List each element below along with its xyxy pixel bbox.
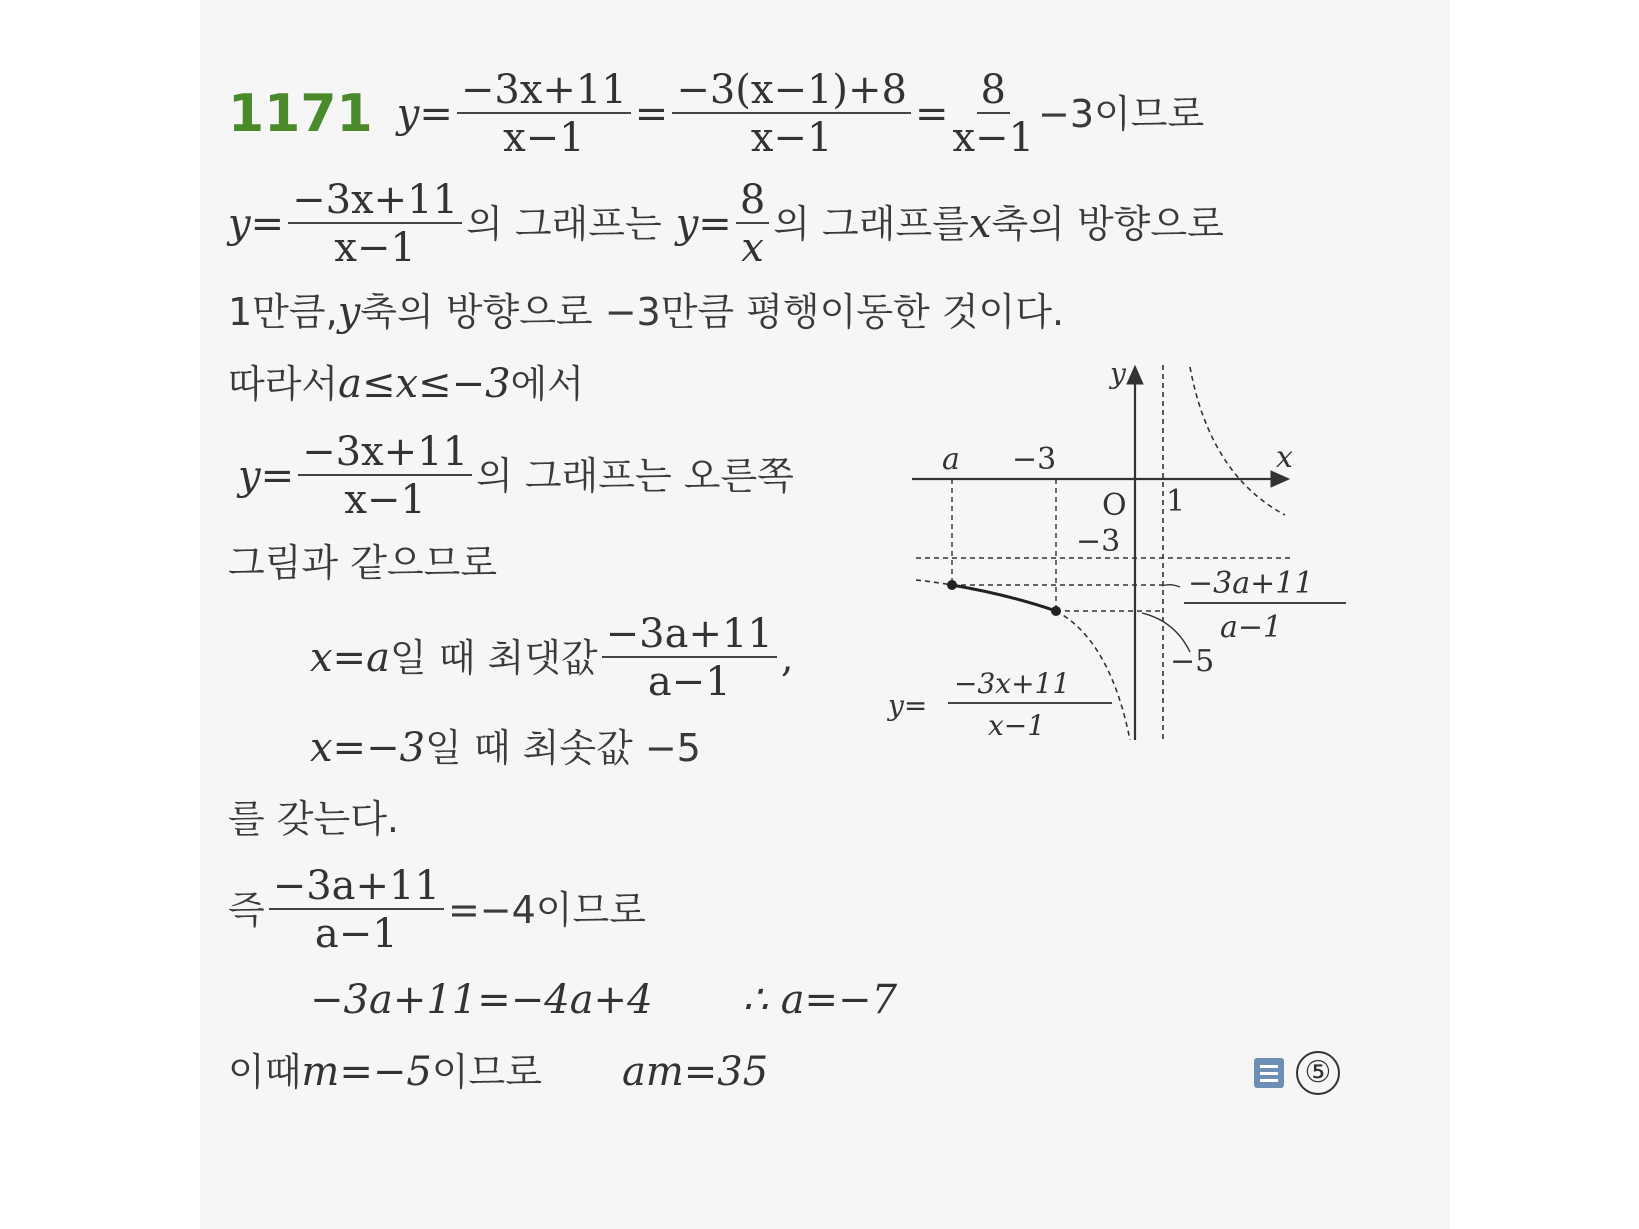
line-11 <box>310 977 898 1023</box>
answer-circle: ⑤ <box>1296 1051 1340 1095</box>
fraction-3 <box>952 67 1035 161</box>
label-max-num: −3a+11 <box>1188 566 1314 601</box>
fraction-func-num: −3x+11 <box>288 180 462 224</box>
line-4-c: 에서 <box>510 362 584 406</box>
equals-sign: = <box>634 91 669 137</box>
line-5-tail: 의 그래프는 오른쪽 <box>476 454 794 498</box>
fraction-1 <box>457 67 631 161</box>
line-7 <box>310 611 794 705</box>
fraction-8-num: 8 <box>736 180 769 224</box>
point-max <box>947 580 957 590</box>
label-1: 1 <box>1166 484 1186 519</box>
range-expression: a≤x≤−3 <box>338 361 511 407</box>
line-2-text: 의 그래프는 <box>466 202 662 246</box>
x-equals-neg3: x=−3 <box>310 725 426 771</box>
curve-right-dashed <box>1190 367 1285 515</box>
line-3 <box>228 289 1065 335</box>
label-y: y <box>1110 357 1126 390</box>
fraction-func-2-num: −3x+11 <box>298 432 472 476</box>
fraction-eq <box>269 863 444 957</box>
y-equals-2: y= <box>675 201 732 247</box>
line-4 <box>228 361 584 407</box>
line-2 <box>228 177 1224 271</box>
fraction-2 <box>672 67 911 161</box>
fraction-3-num: 8 <box>977 70 1010 114</box>
y-equals: y= <box>238 453 295 499</box>
line-9: 를 갖는다. <box>228 797 399 841</box>
arrow-max-label <box>1162 585 1180 587</box>
line-1-tail: −3이므로 <box>1038 92 1205 136</box>
label-func-num: −3x+11 <box>954 667 1071 700</box>
label-neg3-x: −3 <box>1012 442 1057 477</box>
label-origin: O <box>1102 488 1127 523</box>
line-10 <box>228 863 646 957</box>
max-value-text: 일 때 최댓값 <box>389 636 598 680</box>
fraction-func-den: x−1 <box>334 225 416 271</box>
fraction-1-num: −3x+11 <box>457 70 631 114</box>
line-12-c: 이므로 <box>431 1050 542 1094</box>
label-neg5: −5 <box>1170 644 1215 679</box>
label-neg3-y: −3 <box>1076 524 1121 559</box>
y-equals: y= <box>396 91 453 137</box>
label-func-den: x−1 <box>988 709 1046 742</box>
comma: , <box>780 635 794 681</box>
line-3-b: 축의 방향으로 −3만큼 평행이동한 것이다. <box>360 290 1065 334</box>
curve-left-dashed-a <box>916 580 952 585</box>
line-2-text-c: 축의 방향으로 <box>991 202 1224 246</box>
label-a: a <box>942 442 960 477</box>
fraction-eq-den: a−1 <box>314 911 398 957</box>
fraction-x-den: x <box>741 225 764 271</box>
line-2-text-b: 의 그래프를 <box>773 202 969 246</box>
fraction-func <box>288 177 462 271</box>
equals-sign-2: = <box>914 91 949 137</box>
label-max-den: a−1 <box>1220 610 1283 645</box>
label-x: x <box>1276 440 1293 475</box>
fraction-max-den: a−1 <box>647 659 731 705</box>
line-4-a: 따라서 <box>228 362 339 406</box>
line-12-a: 이때 <box>228 1050 302 1094</box>
equation: −3a+11=−4a+4 <box>310 977 653 1023</box>
problem-number: 1171 <box>228 84 373 144</box>
answer-block <box>1254 1051 1340 1095</box>
line-1 <box>228 67 1205 161</box>
fraction-2-den: x−1 <box>750 115 833 161</box>
answer-icon <box>1254 1058 1284 1088</box>
fraction-max-num: −3a+11 <box>602 614 777 658</box>
label-func-lhs: y= <box>888 689 928 722</box>
fraction-eq-num: −3a+11 <box>269 866 444 910</box>
m-value: m=−5 <box>301 1049 432 1095</box>
line-12 <box>228 1049 769 1095</box>
fraction-2-num: −3(x−1)+8 <box>672 70 911 114</box>
graph <box>880 355 1360 755</box>
min-value-text: 일 때 최솟값 −5 <box>425 726 701 770</box>
x-variable: x <box>968 201 992 247</box>
fraction-8-over-x <box>736 177 769 271</box>
fraction-func-2 <box>298 429 472 523</box>
result-a: ∴ a=−7 <box>742 977 898 1023</box>
curve-left-solid <box>952 585 1056 611</box>
fraction-func-2-den: x−1 <box>344 477 426 523</box>
fraction-1-den: x−1 <box>503 115 585 161</box>
y-equals: y= <box>228 201 285 247</box>
x-equals-a: x=a <box>310 635 390 681</box>
line-5 <box>238 429 794 523</box>
line-10-b: =−4이므로 <box>447 888 646 932</box>
line-10-a: 즉 <box>228 888 265 932</box>
line-6: 그림과 같으므로 <box>228 541 498 585</box>
final-result: am=35 <box>621 1049 769 1095</box>
y-variable: y <box>337 289 361 335</box>
line-3-a: 1만큼, <box>228 290 338 334</box>
point-min <box>1051 606 1061 616</box>
line-8 <box>310 725 701 771</box>
fraction-3-den: x−1 <box>952 115 1035 161</box>
fraction-max <box>602 611 777 705</box>
